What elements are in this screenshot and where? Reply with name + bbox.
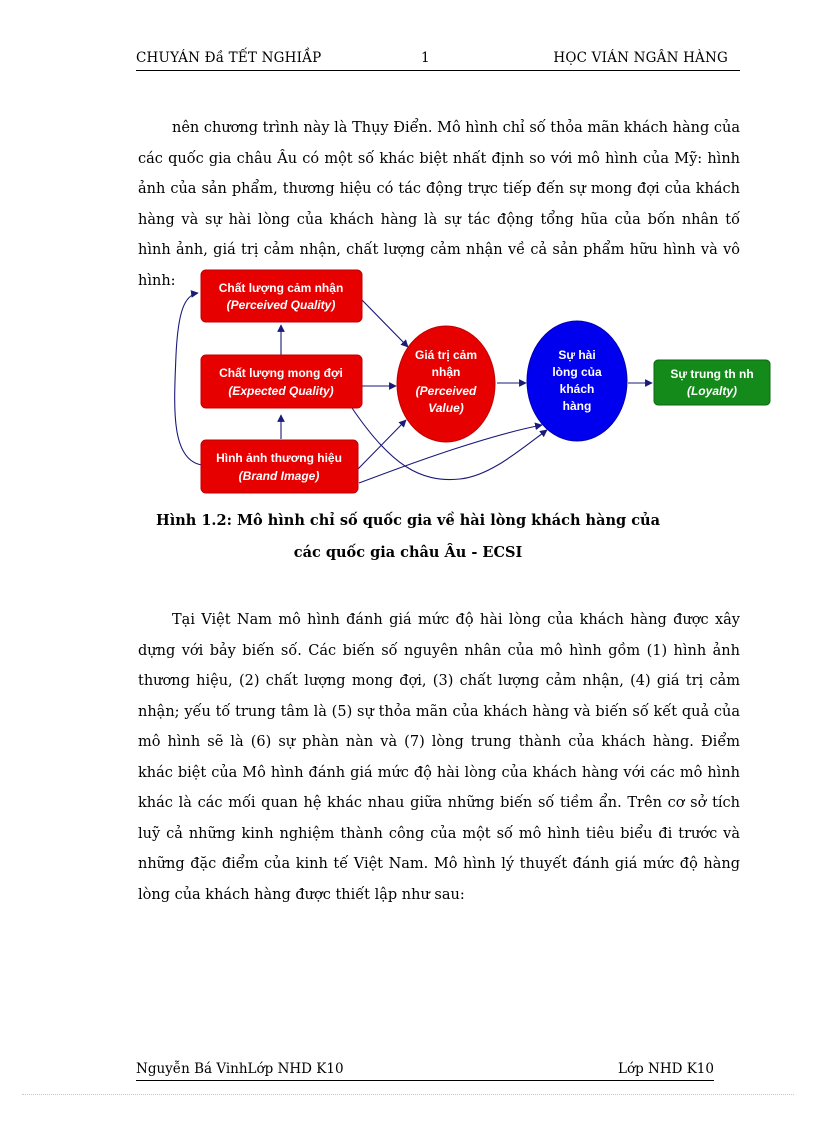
node-perceived-quality-vi: Chất lượng cảm nhận bbox=[218, 281, 344, 295]
node-satisfaction-line-4: hàng bbox=[562, 399, 592, 413]
footer-class: Lớp NHD K10 bbox=[618, 1061, 714, 1077]
node-brand-image bbox=[201, 440, 358, 493]
header-right-title: HỌC VIÁN NGÂN HÀNG bbox=[553, 50, 728, 66]
node-loyalty-vi: Sự trung th nh bbox=[670, 367, 754, 381]
node-satisfaction-line-1: Sự hài bbox=[558, 348, 596, 362]
node-brand-image-en: (Brand Image) bbox=[238, 469, 320, 483]
node-perceived-quality-en: (Perceived Quality) bbox=[226, 298, 336, 312]
node-expected-quality bbox=[201, 355, 362, 408]
paragraph-text: nên chương trình này là Thụy Điển. Mô hình chỉ số thỏa mãn khách hàng của các quốc gia châu Âu có một số khác biệt nhất định so với mô hình của Mỹ: hình ảnh của sản phẩm, thương hiệu có tác động trực tiếp đến sự mong đợi của khách hàng và sự hài lòng của khách hàng là sự tác động tổng hũa của bốn nhân tố hình ảnh, giá trị cảm nhận, chất lượng cảm nhận về cả sản phẩm hữu hình và vô hình: bbox=[138, 120, 740, 289]
node-perceived-value-en-2: Value) bbox=[428, 401, 464, 415]
arrow-brand-loop-to-perceived-quality bbox=[175, 293, 202, 465]
page-footer bbox=[136, 1059, 714, 1081]
figure-caption-line-1: Hình 1.2: Mô hình chỉ số quốc gia về hài lòng khách hàng của bbox=[156, 512, 660, 529]
node-loyalty bbox=[654, 360, 770, 405]
figure-caption-line-2: các quốc gia châu Âu - ECSI bbox=[293, 544, 523, 561]
header-page-number: 1 bbox=[421, 50, 430, 66]
node-loyalty-en: (Loyalty) bbox=[686, 384, 738, 398]
node-satisfaction-line-2: lòng của bbox=[552, 365, 602, 379]
body-paragraph-2 bbox=[138, 605, 740, 910]
header-left-title: CHUYÁN Đầ TẾT NGHIẦP bbox=[136, 50, 322, 66]
node-perceived-quality bbox=[201, 270, 362, 322]
node-perceived-value-vi-1: Giá trị cảm bbox=[414, 348, 478, 362]
node-customer-satisfaction bbox=[527, 321, 627, 441]
node-perceived-value bbox=[397, 326, 495, 442]
node-perceived-value-en-1: (Perceived bbox=[415, 384, 477, 398]
page-header bbox=[136, 48, 740, 71]
ecsi-model-diagram bbox=[160, 265, 785, 505]
paragraph-text: Tại Việt Nam mô hình đánh giá mức độ hài lòng của khách hàng được xây dựng với bảy biến số. Các biến số nguyên nhân của mô hình gồm (1) hình ảnh thương hiệu, (2) chất lượng mong đợi, (3) chất lượng cảm nhận, (4) giá trị cảm nhận; yếu tố trung tâm là (5) sự thỏa mãn của khách hàng và biến số kết quả của mô hình sẽ là (6) sự phàn nàn và (7) lòng trung thành của khách hàng. Điểm khác biệt của Mô hình đánh giá mức độ hài lòng của khách hàng với các mô hình khác là các mối quan hệ khác nhau giữa những biến số tiềm ẩn. Trên cơ sở tích luỹ cả những kinh nghiệm thành công của một số mô hình tiêu biểu đi trước và những đặc điểm của kinh tế Việt Nam. Mô hình lý thuyết đánh giá mức độ hàng lòng của khách hàng được thiết lập như sau: bbox=[138, 612, 740, 903]
node-expected-quality-vi: Chất lượng mong đợi bbox=[219, 366, 343, 380]
node-satisfaction-line-3: khách bbox=[559, 382, 595, 396]
footer-author: Nguyễn Bá VinhLớp NHD K10 bbox=[136, 1061, 344, 1077]
node-perceived-value-vi-2: nhận bbox=[431, 365, 461, 379]
node-expected-quality-en: (Expected Quality) bbox=[228, 384, 334, 398]
page-bottom-divider bbox=[22, 1094, 794, 1095]
node-brand-image-vi: Hình ảnh thương hiệu bbox=[216, 451, 342, 465]
arrow-perceived-quality-to-value bbox=[362, 300, 408, 347]
